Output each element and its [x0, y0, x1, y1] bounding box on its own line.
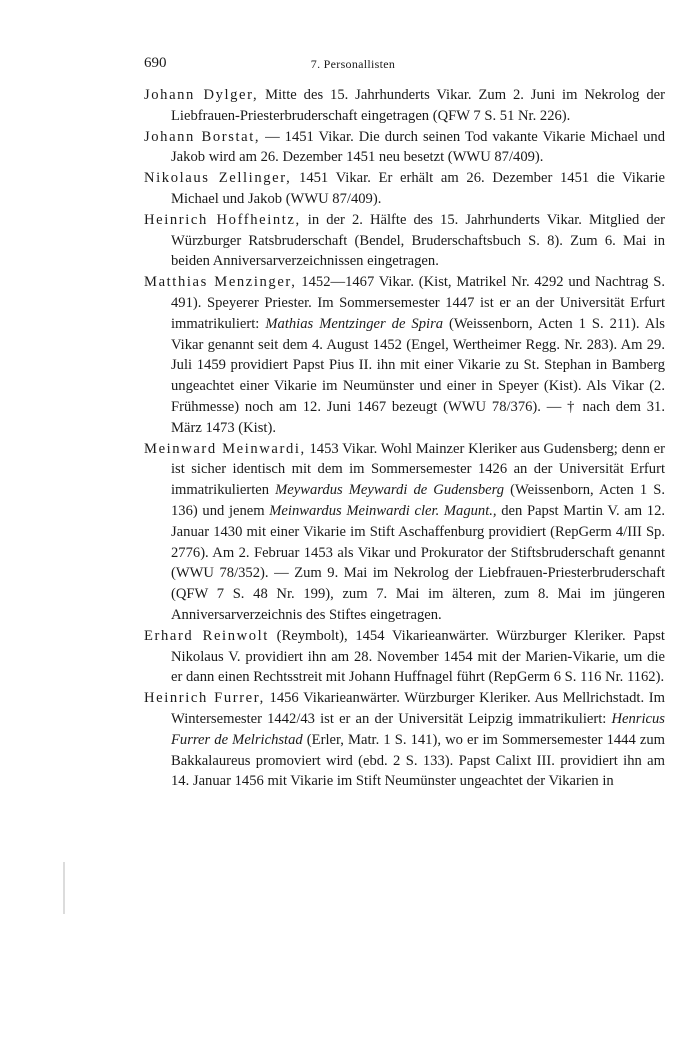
entry-text: 1453 Vikar. Wohl Mainzer Kleriker aus Gudensberg; denn er ist sicher identisch mit dem im Sommersemester 1426 an der Universität Erfurt immatrikulierten [171, 440, 665, 499]
entry-text: (Weissenborn, Acten 1 S. 211). Als Vikar genannt seit dem 4. August 1452 (Engel, Wertheimer Regg. Nr. 283). Am 29. Juli 1459 providiert Papst Pius II. ihn mit einer Vikarie zu St. Stephan in Bamberg ungeachtet einer Vikarie im Neumünster und einer in Speyer (Kist). Als Vikar (2. Frühmesse) noch am 12. Juni 1467 bezeugt (WWU 78/376). — † nach dem 31. März 1473 (Kist). [171, 315, 665, 436]
entry-text: — 1451 Vikar. Die durch seinen Tod vakante Vikarie Michael und Jakob wird am 26. Dezember 1451 neu besetzt (WWU 87/409). [171, 128, 665, 166]
entry [144, 168, 665, 210]
entry-text: den Papst Martin V. am 12. Januar 1430 mit einer Vikarie im Stift Aschaffenburg providiert (RepGerm 4/III Sp. 2776). Am 2. Februar 1453 als Vikar und Prokurator der Stiftsbruderschaft genannt (WWU 78/352). — Zum 9. Mai im Nekrolog der Liebfrauen-Priesterbruderschaft (QFW 7 S. 48 Nr. 199), zum 7. Mai im älteren, zum 8. Mai im jüngeren Anniversarverzeichnis des Stiftes eingetragen. [171, 502, 666, 623]
entry-text: 1451 Vikar. Er erhält am 26. Dezember 1451 die Vikarie Michael und Jakob (WWU 87/409). [171, 170, 666, 207]
running-head: 7. Personallisten [310, 57, 396, 71]
margin-mark [63, 862, 65, 914]
entry [144, 127, 665, 169]
entry-text: 1456 Vikarieanwärter. Würzburger Kleriker. Aus Mellrichstadt. Im Wintersemester 1442/43 ist er an der Universität Leipzig immatrikuliert: [171, 690, 666, 727]
entry-name: Heinrich Hoffheintz, [144, 211, 301, 228]
entry-text: (Erler, Matr. 1 S. 141), wo er im Sommersemester 1444 zum Bakkalaureus promoviert wird (ebd. 2 S. 133). Papst Calixt III. providiert ihn am 14. Januar 1456 mit Vikarie im Stift Neumünster ungeachtet der Vikarien in [171, 731, 666, 790]
page-header [144, 55, 562, 75]
entry [144, 85, 665, 127]
entry-list [144, 85, 665, 792]
entry-italic-citation: Mathias Mentzinger de Spira [265, 315, 444, 332]
entry [144, 210, 665, 272]
entry-name: Erhard Reinwolt [144, 627, 269, 644]
entry [144, 272, 665, 438]
entry-text: (Reymbolt), 1454 Vikarieanwärter. Würzburger Kleriker. Papst Nikolaus V. providiert ihn am 28. November 1454 mit der Marien-Vikarie, um die er dann einen Rechtsstreit mit Johann Huffnagel führt (RepGerm 6 S. 116 Nr. 1162). [171, 627, 665, 686]
entry [144, 688, 665, 792]
page-number: 690 [144, 55, 167, 71]
entry-text: 1452—1467 Vikar. (Kist, Matrikel Nr. 4292 und Nachtrag S. 491). Speyerer Priester. Im Sommersemester 1447 ist er an der Universität Erfurt immatrikuliert: [171, 274, 666, 332]
entry-name: Matthias Menzinger, [144, 274, 297, 291]
entry-name: Meinward Meinwardi, [144, 440, 306, 457]
entry [144, 439, 665, 626]
entry [144, 626, 665, 688]
entry-italic-citation: Meinwardus Meinwardi cler. Magunt., [269, 502, 497, 519]
entry-italic-citation: Henricus Furrer de Melrichstad [171, 710, 665, 748]
entry-text: Mitte des 15. Jahrhunderts Vikar. Zum 2. Juni im Nekrolog der Liebfrauen-Priesterbruderschaft eingetragen (QFW 7 S. 51 Nr. 226). [171, 87, 665, 124]
entry-text: (Weissenborn, Acten 1 S. 136) und jenem [171, 482, 665, 519]
entry-text: in der 2. Hälfte des 15. Jahrhunderts Vikar. Mitglied der Würzburger Ratsbruderschaft (Bendel, Bruderschaftsbuch S. 8). Zum 6. Mai in beiden Anniversarverzeichnissen eingetragen. [171, 211, 665, 270]
entry-italic-citation: Meywardus Meywardi de Gudensberg [275, 482, 505, 499]
entry-name: Johann Dylger, [144, 87, 259, 103]
entry-name: Heinrich Furrer, [144, 690, 265, 707]
entry-name: Nikolaus Zellinger, [144, 170, 292, 187]
entry-name: Johann Borstat, [144, 128, 261, 145]
